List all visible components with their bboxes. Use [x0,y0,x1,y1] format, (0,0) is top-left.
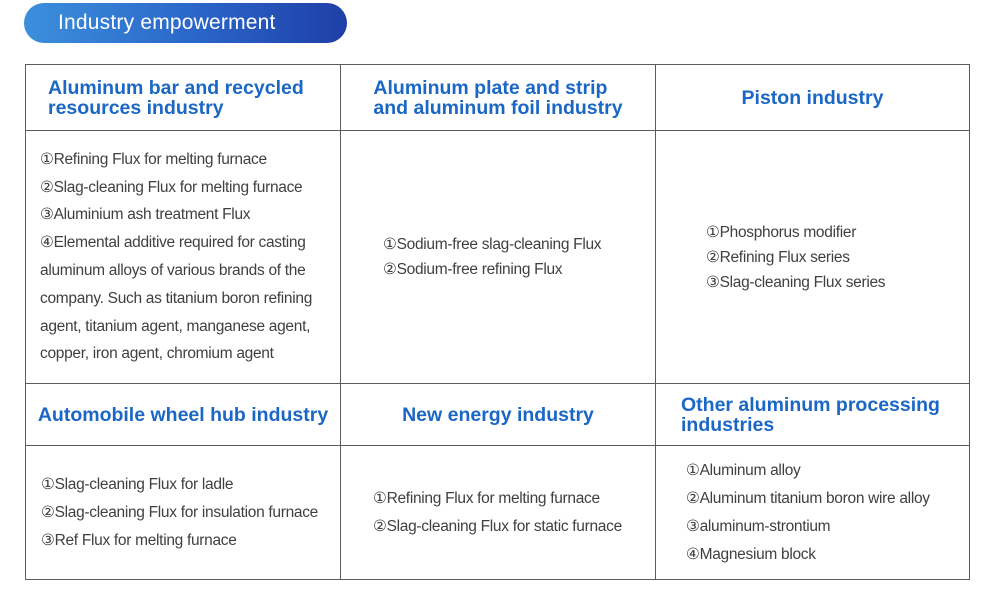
heading-line: Aluminum plate and strip [373,76,608,99]
product-item: ④Elemental additive required for casting [40,234,306,252]
product-item: ③Ref Flux for melting furnace [41,531,237,549]
product-item: ③Slag-cleaning Flux series [706,273,886,291]
section-title-pill [24,3,347,43]
product-item: ②Aluminum titanium boron wire alloy [686,489,930,507]
product-item: ①Aluminum alloy [686,461,801,479]
heading-line: and aluminum foil industry [373,96,623,119]
heading-line: resources industry [48,96,224,119]
product-item: ③aluminum-strontium [686,517,831,535]
product-item-continuation: copper, iron agent, chromium agent [40,345,274,363]
product-item: ②Slag-cleaning Flux for melting furnace [40,178,303,196]
product-item: ②Slag-cleaning Flux for static furnace [373,517,622,535]
industry-products-other-processing [656,446,969,579]
product-item-continuation: company. Such as titanium boron refining [40,289,313,307]
industry-heading-aluminum-bar [26,65,341,131]
product-item: ①Refining Flux for melting furnace [373,489,600,507]
heading-line: Automobile wheel hub industry [37,403,329,426]
industry-heading-new-energy [341,384,656,446]
product-item: ①Refining Flux for melting furnace [40,150,267,168]
industry-heading-wheel-hub [26,384,341,446]
heading-line: Other aluminum processing [681,393,940,416]
product-item-continuation: agent, titanium agent, manganese agent, [40,317,311,335]
heading-line: industries [681,413,775,436]
industry-products-new-energy [341,446,656,579]
industry-products-wheel-hub [26,446,341,579]
product-item: ④Magnesium block [686,545,816,563]
industry-products-piston [656,131,969,384]
section-title: Industry empowerment [58,11,276,34]
product-item: ②Refining Flux series [706,248,850,266]
heading-line: Aluminum bar and recycled [48,76,304,99]
industry-heading-piston [656,65,969,131]
industry-heading-aluminum-plate [341,65,656,131]
industry-table [25,64,970,580]
heading-line: New energy industry [402,403,594,426]
product-item: ②Slag-cleaning Flux for insulation furnace [41,503,319,521]
product-item: ①Phosphorus modifier [706,223,857,241]
industry-heading-other-processing [656,384,969,446]
heading-line: Piston industry [741,86,884,109]
product-item: ①Sodium-free slag-cleaning Flux [383,236,602,253]
product-item-continuation: aluminum alloys of various brands of the [40,262,306,279]
product-item: ①Slag-cleaning Flux for ladle [41,475,234,493]
product-item: ②Sodium-free refining Flux [383,261,563,278]
industry-products-aluminum-bar [26,131,341,384]
industry-products-aluminum-plate [341,131,656,384]
product-item: ③Aluminium ash treatment Flux [40,206,251,224]
